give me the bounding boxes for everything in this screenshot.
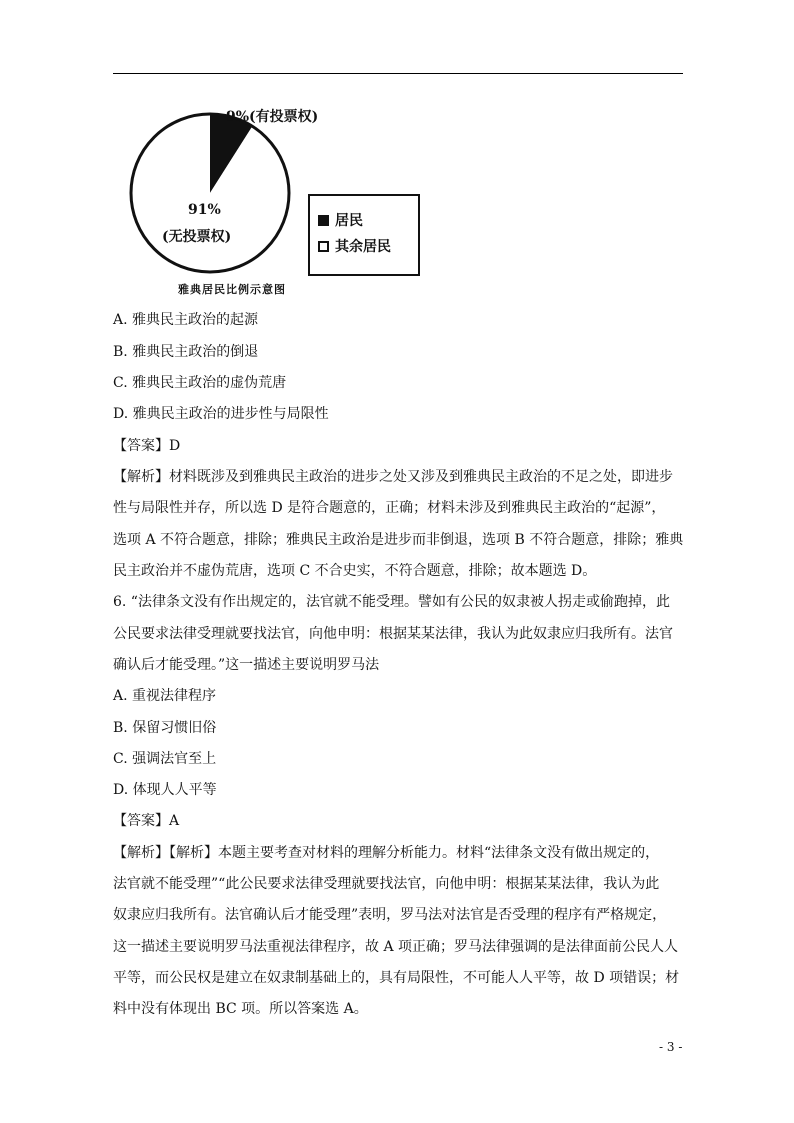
- analysis-line: 性与局限性并存，所以选 D 是符合题意的，正确；材料未涉及到雅典民主政治的“起源”，: [113, 500, 666, 516]
- pie-figure: [128, 98, 428, 304]
- analysis-line: 奴隶应归我所有。法官确认后才能受理”表明，罗马法对法官是否受理的程序有严格规定，: [113, 907, 667, 923]
- analysis-line: 民主政治并不虚伪荒唐，选项 C 不合史实，不符合题意，排除；故本题选 D。: [113, 563, 597, 579]
- option-d: D. 体现人人平等: [113, 782, 217, 798]
- legend-label: 其余居民: [335, 239, 391, 255]
- legend-label: 居民: [335, 213, 363, 229]
- answer: 【答案】D: [113, 438, 181, 454]
- page-number: - 3 -: [659, 1040, 683, 1054]
- option-b: B. 保留习惯旧俗: [113, 720, 217, 736]
- option-d: D. 雅典民主政治的进步性与局限性: [113, 406, 329, 422]
- pie-label-large-text: (无投票权): [162, 229, 232, 245]
- analysis-line: 法官就不能受理”“此公民要求法律受理就要找法官，向他申明：根据某某法律，我认为此: [113, 876, 660, 892]
- header-rule: [113, 73, 683, 74]
- question-line: 6. “法律条文没有作出规定的，法官就不能受理。譬如有公民的奴隶被人拐走或偷跑掉，此: [113, 594, 670, 610]
- figure-caption: 雅典居民比例示意图: [178, 283, 286, 296]
- analysis-line: 【解析】【解析】本题主要考查对材料的理解分析能力。材料“法律条文没有做出规定的，: [113, 845, 660, 861]
- option-c: C. 强调法官至上: [113, 751, 217, 767]
- option-a: A. 重视法律程序: [113, 688, 217, 704]
- legend-item-other-residents: [318, 236, 391, 256]
- analysis-line: 这一描述主要说明罗马法重视法律程序，故 A 项正确；罗马法律强调的是法律面前公民人人: [113, 939, 679, 955]
- option-b: B. 雅典民主政治的倒退: [113, 344, 259, 360]
- pie-label-large-pct: 91%: [188, 202, 221, 218]
- pie-legend: [308, 194, 420, 276]
- analysis-line: 平等，而公民权是建立在奴隶制基础上的，具有局限性，不可能人人平等，故 D 项错误；材: [113, 970, 680, 986]
- option-a: A. 雅典民主政治的起源: [113, 312, 259, 328]
- analysis-line: 料中没有体现出 BC 项。所以答案选 A。: [113, 1001, 368, 1017]
- analysis-line: 选项 A 不符合题意，排除；雅典民主政治是进步而非倒退，选项 B 不符合题意，排除；雅典: [113, 532, 684, 548]
- question-line: 确认后才能受理。”这一描述主要说明罗马法: [113, 657, 380, 673]
- question-line: 公民要求法律受理就要找法官，向他申明：根据某某法律，我认为此奴隶应归我所有。法官: [113, 626, 673, 642]
- pie-label-small: 9%(有投票权): [226, 109, 319, 125]
- legend-item-residents: [318, 210, 363, 230]
- legend-swatch-filled: [318, 215, 329, 226]
- analysis-line: 【解析】材料既涉及到雅典民主政治的进步之处又涉及到雅典民主政治的不足之处，即进步: [113, 469, 673, 485]
- legend-swatch-empty: [318, 241, 329, 252]
- answer: 【答案】A: [113, 813, 180, 829]
- option-c: C. 雅典民主政治的虚伪荒唐: [113, 375, 287, 391]
